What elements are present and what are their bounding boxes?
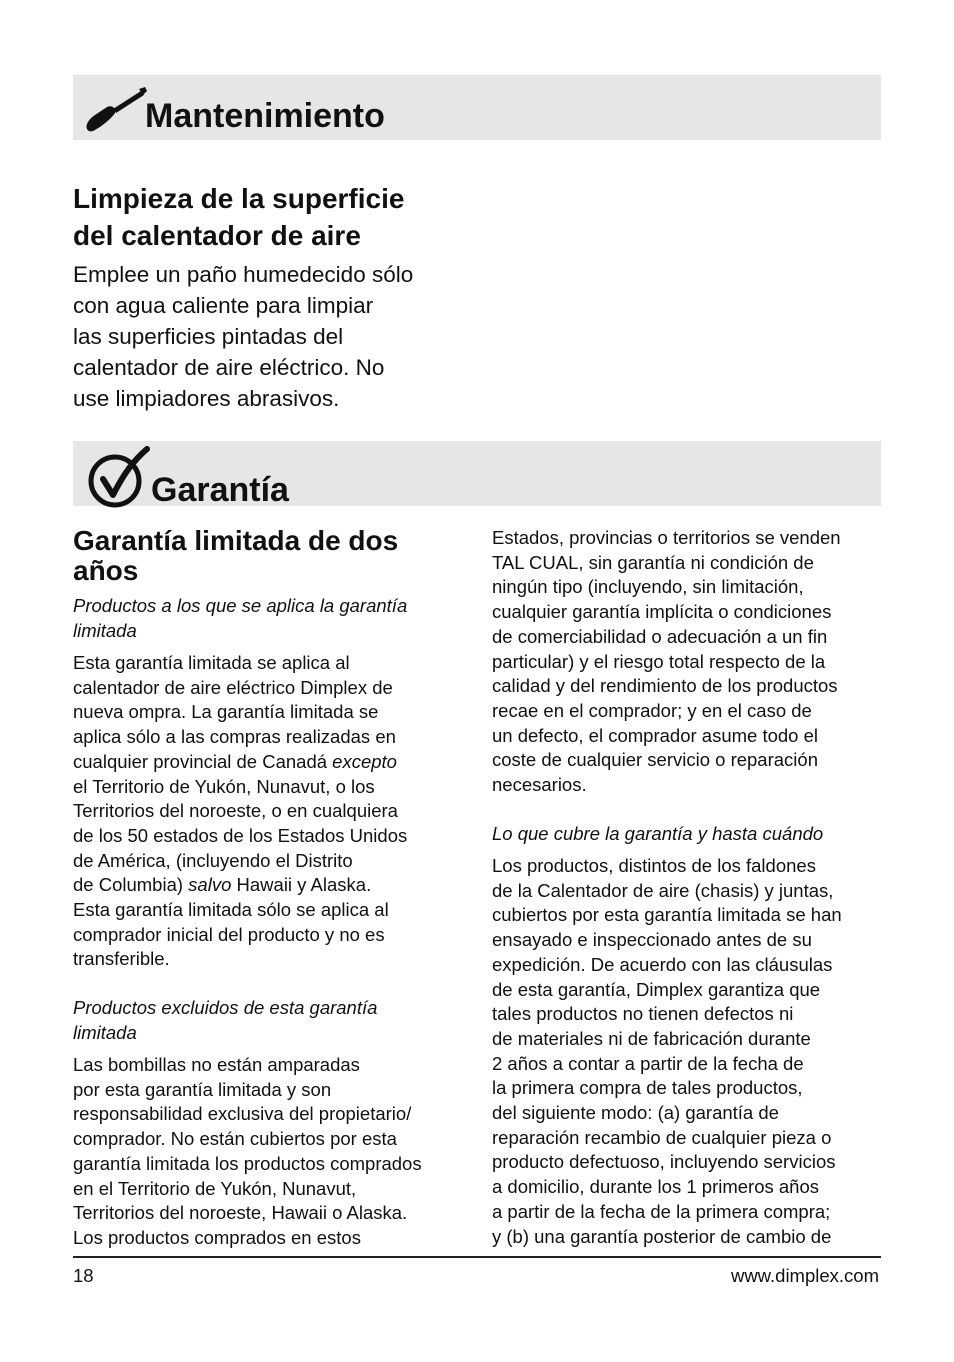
website-link[interactable]: www.dimplex.com (730, 1265, 879, 1286)
applicable-products-subheading: Productos a los que se aplica la garantía limitada (73, 595, 408, 641)
excluded-products-text: Las bombillas no están amparadas por esta garantía limitada y son responsabilidad exclusiva del propietario/ comprador. No están cubiertos por esta garantía limitada los productos comprados en el Territorio de Yukón, Nunavut, Territorios del noroeste, Hawaii o Alaska. Los productos comprados en estos (73, 1054, 422, 1248)
screwdriver-icon (81, 81, 151, 141)
checkmark-icon (83, 445, 153, 509)
cleaning-heading: Limpieza de la superficie del calentador de aire (73, 183, 405, 251)
as-is-text: Estados, provincias o territorios se venden TAL CUAL, sin garantía ni condición de ningún tipo (incluyendo, sin limitación, cualquier garantía implícita o condiciones de comerciabilidad o adecuación a un fin particular) y el riesgo total respecto de la calidad y del rendimiento de los productos recae en el comprador; y en el caso de un defecto, el comprador asume todo el coste de cualquier servicio o reparación necesarios. (492, 527, 841, 796)
maintenance-title: Mantenimiento (145, 97, 385, 135)
coverage-text: Los productos, distintos de los faldones de la Calentador de aire (chasis) y juntas, cubiertos por esta garantía limitada se han ensayado e inspeccionado antes de su expedición. De acuerdo con las cláusulas de esta garantía, Dimplex garantiza que tales productos no tienen defectos ni de materiales ni de fabricación durante 2 años a contar a partir de la fecha de la primera compra de tales productos, del siguiente modo: (a) garantía de reparación recambio de cualquier pieza o producto defectuoso, incluyendo servicios a domicilio, durante los 1 primeros años a partir de la fecha de la primera compra; y (b) una garantía posterior de cambio de (492, 855, 842, 1247)
coverage-subheading: Lo que cubre la garantía y hasta cuándo (492, 823, 824, 844)
footer-divider (73, 1256, 881, 1258)
warranty-title: Garantía (151, 471, 289, 509)
excluded-products-subheading: Productos excluidos de esta garantía limitada (73, 997, 378, 1043)
applicable-products-text: Esta garantía limitada se aplica al calentador de aire eléctrico Dimplex de nueva ompra. La garantía limitada se aplica sólo a las compras realizadas en cualquier provincial de Canadá excepto el Territorio de Yukón, Nunavut, o los Territorios del noroeste, o en cualquiera de los 50 estados de los Estados Unidos de América, (incluyendo el Distrito de Columbia) salvo Hawaii y Alaska. Esta garantía limitada sólo se aplica al comprador inicial del producto y no es transferible. (73, 652, 408, 970)
page-number: 18 (73, 1265, 94, 1286)
warranty-banner (73, 441, 881, 509)
warranty-heading: Garantía limitada de dos años (73, 525, 399, 586)
maintenance-banner (73, 75, 881, 140)
cleaning-text: Emplee un paño humedecido sólo con agua caliente para limpiar las superficies pintadas del calentador de aire eléctrico. No use limpiadores abrasivos. (73, 262, 414, 411)
